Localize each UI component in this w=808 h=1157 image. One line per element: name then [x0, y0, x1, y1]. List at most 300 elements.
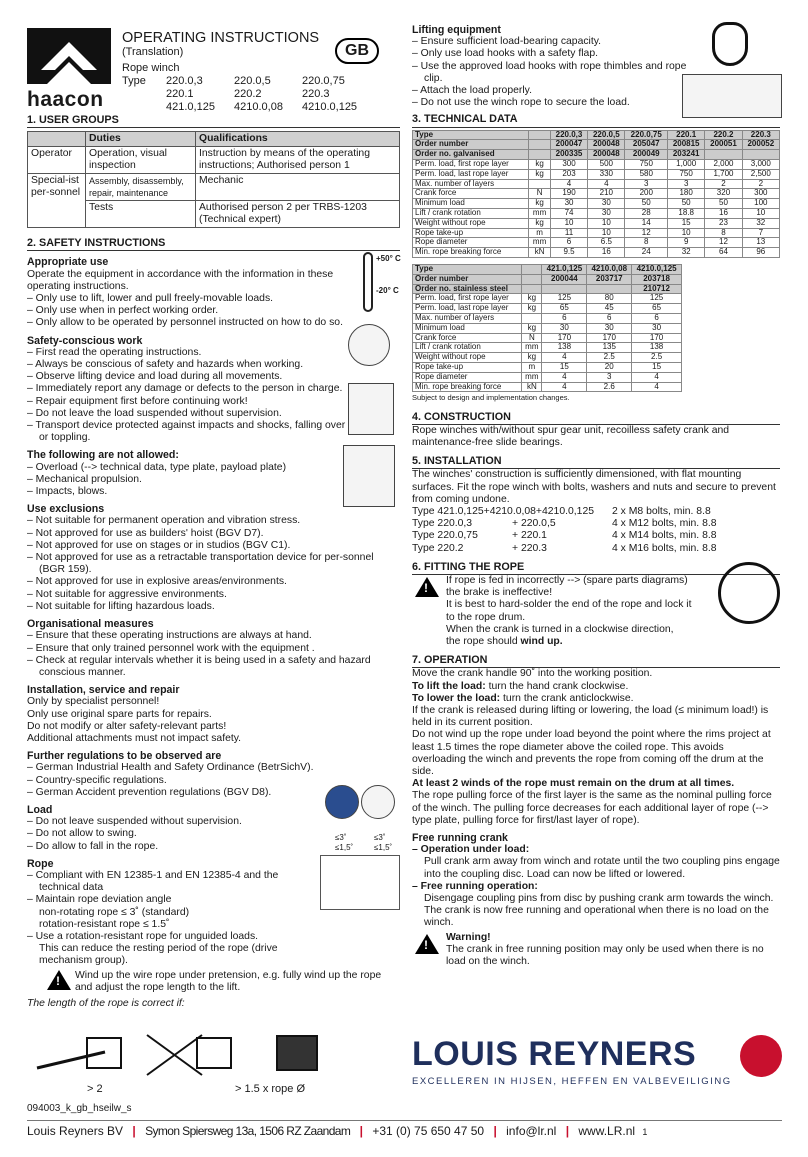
table-cell: N	[522, 333, 542, 343]
list-item: Do not modify or alter safety-relevant parts!	[27, 720, 227, 732]
warning-icon	[47, 970, 71, 990]
table-cell: 4	[542, 382, 587, 392]
ug-cell: Tests	[86, 201, 196, 228]
table-header-cell: 220.0,75	[625, 130, 668, 140]
table-cell: 500	[588, 160, 625, 170]
falling-load-warning-icon	[343, 445, 395, 507]
table-cell: mm	[529, 209, 551, 219]
table-cell: 3	[625, 179, 668, 189]
angle-label-4: ≤1,5˚	[374, 843, 393, 852]
footer-sep: |	[565, 1124, 570, 1138]
table-cell: Crank force	[413, 189, 529, 199]
table-cell: 15	[542, 362, 587, 372]
ug-cell: Operation, visual inspection	[86, 147, 196, 174]
list-item: the brake is ineffective!	[446, 587, 553, 599]
table-cell: Perm. load, first rope layer	[413, 294, 522, 304]
table-cell: 750	[668, 169, 705, 179]
list-item: – Compliant with EN 12385-1 and EN 12385-4 and the technical data	[27, 869, 279, 894]
lifting-list	[412, 36, 702, 109]
appropriate-use-list	[27, 293, 347, 330]
table-header-cell: 4210.0,08	[587, 264, 632, 274]
table-cell: 750	[625, 160, 668, 170]
footer-sep: |	[359, 1124, 363, 1138]
table-cell: Order number	[413, 140, 529, 150]
list-item: non-rotating rope ≤ 3˚ (standard)	[39, 906, 190, 918]
table-cell: 2,500	[742, 169, 779, 179]
bolt-row	[412, 506, 780, 518]
drum-wrong-icon	[147, 1035, 231, 1075]
table-row	[413, 362, 682, 372]
country-code: GB	[345, 42, 369, 59]
list-item: – Do not use the winch rope to secure the load.	[412, 97, 630, 109]
list-item: – Use a rotation-resistant rope for unguided loads.	[27, 930, 259, 942]
list-item: – Country-specific regulations.	[27, 774, 167, 786]
table-cell: 300	[550, 160, 587, 170]
table-cell: mm	[522, 343, 542, 353]
type-list	[122, 75, 382, 114]
ug-cell: Instruction by means of the operating instructions; Authorised person 1	[196, 147, 400, 174]
table-header-cell: 220.2	[705, 130, 742, 140]
list-item: It is best to hard-solder the end of the rope and lock it	[446, 599, 692, 611]
table-cell: 3,000	[742, 160, 779, 170]
type-value: 220.0,5	[234, 75, 271, 87]
op-warning	[412, 932, 780, 969]
table-cell	[522, 313, 542, 323]
right-column	[412, 24, 780, 968]
ug-cell: Special-ist per-sonnel	[28, 174, 86, 228]
table-row	[413, 372, 682, 382]
op-p3: Do not wind up the rope under load beyond the point where the rims project at least 1.5 times the rope diameter above the coiled rope. This avoids overloading the winch and prevents the rope from coming off the drum at the side.	[412, 729, 771, 778]
table-row	[413, 323, 682, 333]
table-cell: 330	[588, 169, 625, 179]
table-cell: 200815	[668, 140, 705, 150]
read-manual-icon	[348, 324, 390, 366]
table-cell: Minimum load	[413, 199, 529, 209]
fr2-heading: – Free running operation:	[412, 880, 538, 892]
list-item: rotation-resistant rope ≤ 1.5˚	[39, 918, 170, 930]
country-badge	[335, 38, 379, 64]
table-cell: kg	[522, 304, 542, 314]
table-header-cell: 421.0,125	[542, 264, 587, 274]
bolt-spec: 4 x M16 bolts, min. 8.8	[612, 542, 717, 554]
fitting-last-text: the rope should	[446, 636, 521, 647]
table-cell: Rope take-up	[413, 228, 529, 238]
table-cell: 2.5	[632, 353, 682, 363]
table-cell: Min. rope breaking force	[413, 248, 529, 258]
org-measures-list	[27, 630, 400, 679]
fr2-text: Disengage coupling pins from disc by pushing crank arm towards the winch. The crank is now free running and operational when there is no load on the winch.	[424, 893, 774, 929]
table-cell: kg	[522, 353, 542, 363]
list-item: – Not suitable for permanent operation and vibration stress.	[27, 515, 301, 527]
op-warning-heading: Warning!	[446, 931, 491, 943]
table-cell: mm	[522, 372, 542, 382]
type-row	[122, 101, 382, 114]
table-cell: 80	[587, 294, 632, 304]
table-cell: 4	[632, 372, 682, 382]
no-person-under-load-icon	[348, 383, 394, 435]
table-cell: 20	[587, 362, 632, 372]
table-header-cell: Type	[413, 130, 529, 140]
table-cell: 200048	[588, 150, 625, 160]
appropriate-use-text: Operate the equipment in accordance with the information in these operating instructions.	[27, 268, 334, 292]
list-item: – Not approved for use as a retractable transportation device for per-sonnel (BGR 159).	[27, 552, 374, 576]
thermometer-icon	[363, 252, 373, 312]
table-cell: 2	[742, 179, 779, 189]
list-item: – Mechanical propulsion.	[27, 473, 142, 485]
gt2-label: > 2	[87, 1083, 103, 1095]
table-cell: 125	[632, 294, 682, 304]
fr1-heading: – Operation under load:	[412, 844, 530, 856]
table-cell: 23	[705, 218, 742, 228]
list-item: – Only use load hooks with a safety flap.	[412, 48, 598, 60]
angle-label-2: ≤1,5˚	[335, 843, 354, 852]
table-cell: Minimum load	[413, 323, 522, 333]
table-cell: 205047	[625, 140, 668, 150]
table-cell: 3	[668, 179, 705, 189]
installation-bolts	[412, 506, 780, 555]
doc-code: 094003_k_gb_hseilw_s	[27, 1103, 132, 1114]
table-cell: 10	[742, 209, 779, 219]
list-item: – Use the approved load hooks with rope thimbles and rope clip.	[412, 60, 687, 84]
safety-heading: 2. SAFETY INSTRUCTIONS	[27, 237, 400, 251]
bolt-row	[412, 530, 780, 542]
list-item: – Not suitable for aggressive environments.	[27, 588, 227, 600]
table-cell: 65	[542, 304, 587, 314]
list-item: – Maintain rope deviation angle	[27, 894, 172, 906]
list-item: – Do not leave suspended without supervision.	[27, 816, 242, 828]
table-cell: 210	[588, 189, 625, 199]
op-lift-bold: To lift the load:	[412, 680, 486, 692]
warning-icon	[415, 577, 439, 597]
table-cell: kg	[522, 294, 542, 304]
table-cell: 12	[625, 228, 668, 238]
ug-cell: Assembly, disassembly, repair, maintenance	[86, 174, 196, 201]
table-header-cell: Type	[413, 264, 522, 274]
safety-work-list	[27, 347, 347, 445]
table-cell: 200051	[705, 140, 742, 150]
table-cell: 6	[550, 238, 587, 248]
list-item: – Ensure sufficient load-bearing capacity.	[412, 36, 602, 48]
warning-icon	[415, 934, 439, 954]
product-name: Rope winch	[122, 62, 180, 74]
table-cell: 28	[625, 209, 668, 219]
table-cell: 6.5	[588, 238, 625, 248]
rope-angle-diagram	[320, 855, 400, 910]
appropriate-use-heading: Appropriate use	[27, 256, 109, 269]
table-cell: 10	[588, 228, 625, 238]
table-cell: 24	[625, 248, 668, 258]
table-row	[413, 248, 780, 258]
list-item: – Repair equipment first before continuing work!	[27, 395, 248, 407]
rope-list	[27, 870, 307, 968]
ug-col-duties: Duties	[86, 132, 196, 147]
table-header-cell: 220.0,3	[550, 130, 587, 140]
table-cell: Crank force	[413, 333, 522, 343]
table-cell: 200047	[550, 140, 587, 150]
not-allowed-heading: The following are not allowed:	[27, 449, 179, 462]
hand-crush-warning-icon	[361, 785, 395, 819]
table-cell: 2,000	[705, 160, 742, 170]
footer-address: Symon Spiersweg 13a, 1506 RZ Zaandam	[145, 1124, 351, 1138]
table-row	[413, 382, 682, 392]
table-cell: Perm. load, last rope layer	[413, 304, 522, 314]
table-cell: 203241	[668, 150, 705, 160]
table-cell: 6	[542, 313, 587, 323]
temp-high-label: +50° C	[376, 254, 401, 263]
table-cell: 170	[632, 333, 682, 343]
drum-full-icon	[277, 1036, 317, 1070]
table-cell: 30	[588, 209, 625, 219]
table-cell: 16	[588, 248, 625, 258]
hook-icon	[712, 22, 748, 66]
footer-sep: |	[493, 1124, 497, 1138]
table-cell: Perm. load, first rope layer	[413, 160, 529, 170]
table-cell: mm	[529, 238, 551, 248]
list-item: – Ensure that only trained personnel work with the equipment .	[27, 642, 315, 654]
op-lower-text: turn the crank anticlockwise.	[500, 692, 634, 704]
table-header-cell: 220.1	[668, 130, 705, 140]
table-header-cell: 220.3	[742, 130, 779, 140]
table-cell: 8	[705, 228, 742, 238]
table-cell: 4	[542, 372, 587, 382]
list-item: – Not suitable for lifting hazardous loads.	[27, 600, 215, 612]
construction-heading: 4. CONSTRUCTION	[412, 411, 780, 425]
table-cell: 203717	[587, 274, 632, 284]
bolt-type: Type 220.0,3	[412, 518, 473, 530]
logo-tagline: EXCELLEREN IN HIJSEN, HEFFEN EN VALBEVEILIGING	[412, 1076, 732, 1087]
table-cell: 2	[705, 179, 742, 189]
table-cell: 200	[625, 189, 668, 199]
type-value: 220.0,75	[302, 75, 345, 87]
table-cell: 13	[742, 238, 779, 248]
list-item: – Do allow to fall in the rope.	[27, 840, 159, 852]
table-cell: 30	[550, 199, 587, 209]
list-item: If rope is fed in incorrectly --> (spare parts diagrams)	[446, 574, 688, 586]
type-value: 421.0,125	[166, 101, 215, 113]
table-cell: 30	[587, 323, 632, 333]
op-lower-bold: To lower the load:	[412, 692, 501, 704]
bolt-spec: 4 x M12 bolts, min. 8.8	[612, 518, 717, 530]
lifting-heading: Lifting equipment	[412, 24, 501, 36]
list-item: – German Industrial Health and Safety Ordinance (BetrSichV).	[27, 762, 314, 774]
table-cell: Order no. stainless steel	[413, 284, 522, 294]
type-label: Type	[122, 75, 146, 87]
type-row	[122, 75, 382, 88]
list-item: Only by specialist personnel!	[27, 696, 160, 708]
list-item: – Not approved for use as builders' hoist (BGV D7).	[27, 527, 264, 539]
op-p4: At least 2 winds of the rope must remain on the drum at all times.	[412, 778, 735, 790]
op-lift-text: turn the hand crank clockwise.	[485, 680, 629, 692]
tech-table-1	[412, 130, 780, 258]
installation-service-list	[27, 696, 400, 745]
table-cell: 50	[705, 199, 742, 209]
table-cell: 11	[550, 228, 587, 238]
table-cell: 1,700	[705, 169, 742, 179]
angle-label-3: ≤3˚	[374, 833, 386, 842]
not-allowed-list	[27, 462, 347, 499]
table-cell: 10	[588, 218, 625, 228]
table-cell: N	[529, 189, 551, 199]
table-cell: 138	[542, 343, 587, 353]
table-row	[413, 353, 682, 363]
table-cell: kg	[522, 323, 542, 333]
list-item: – Overload (--> technical data, type plate, payload plate)	[27, 461, 287, 473]
list-item: – Immediately report any damage or defects to the person in charge.	[27, 383, 343, 395]
load-heading: Load	[27, 803, 53, 816]
table-cell: 12	[705, 238, 742, 248]
table-cell: 9	[668, 238, 705, 248]
table-cell: 125	[542, 294, 587, 304]
drum-correct-icon	[37, 1038, 121, 1068]
table-cell: Max. number of layers	[413, 313, 522, 323]
list-item: – Check at regular intervals whether it is being used in a safety and hazard conscious manner.	[27, 654, 371, 678]
further-regs-heading: Further regulations to be observed are	[27, 750, 222, 763]
table-cell: 65	[632, 304, 682, 314]
table-header-cell	[529, 130, 551, 140]
table-cell: kg	[529, 199, 551, 209]
haacon-arrow-icon	[27, 28, 111, 84]
table-cell: 30	[542, 323, 587, 333]
table-cell: 10	[668, 228, 705, 238]
type-value: 220.0,3	[166, 75, 203, 87]
bolt-type-2: + 220.3	[512, 542, 547, 554]
table-cell: m	[522, 362, 542, 372]
table-row	[413, 304, 682, 314]
table-cell: 200335	[550, 150, 587, 160]
page-title: OPERATING INSTRUCTIONS	[122, 30, 320, 46]
table-cell: 580	[625, 169, 668, 179]
rope-length-text: The length of the rope is correct if:	[27, 997, 185, 1009]
table-cell: 6	[632, 313, 682, 323]
user-groups-heading: 1. USER GROUPS	[27, 114, 400, 128]
table-cell: 200044	[542, 274, 587, 284]
footer-rule	[27, 1120, 782, 1121]
table-cell: 210712	[632, 284, 682, 294]
table-cell: Weight without rope	[413, 218, 529, 228]
tech-note: Subject to design and implementation changes.	[412, 393, 570, 403]
brand-name: haacon	[27, 88, 104, 111]
table-cell: 135	[587, 343, 632, 353]
operation-heading: 7. OPERATION	[412, 654, 780, 668]
table-cell: kN	[529, 248, 551, 258]
list-item: Only use original spare parts for repairs.	[27, 708, 212, 720]
bolt-row	[412, 518, 780, 530]
table-cell: Rope diameter	[413, 238, 529, 248]
use-exclusions-heading: Use exclusions	[27, 503, 105, 516]
angle-label-1: ≤3˚	[335, 833, 347, 842]
table-cell: Order number	[413, 274, 522, 284]
table-cell: 2.6	[587, 382, 632, 392]
table-row	[413, 209, 780, 219]
table-cell: 3	[587, 372, 632, 382]
list-item: – First read the operating instructions.	[27, 346, 202, 358]
list-item: When the crank is turned in a clockwise direction,	[446, 623, 674, 635]
table-cell: 200048	[588, 140, 625, 150]
type-value: 4210.0,08	[234, 101, 283, 113]
table-cell: 96	[742, 248, 779, 258]
tech-heading: 3. TECHNICAL DATA	[412, 113, 780, 127]
installation-text: The winches' construction is sufficiently dimensioned, with flat mounting surfaces. Fit the rope winch with bolts, washers and nuts and secure to prevent from coming undone.	[412, 469, 776, 505]
rope-drum-prohibited-icon	[718, 562, 780, 624]
table-cell: kg	[529, 160, 551, 170]
footer-company: Louis Reyners BV	[27, 1124, 124, 1138]
page-number: 1	[642, 1127, 648, 1137]
table-cell: 180	[668, 189, 705, 199]
table-cell: Perm. load, last rope layer	[413, 169, 529, 179]
list-item: – Ensure that these operating instructions are always at hand.	[27, 630, 312, 642]
table-cell: Lift / crank rotation	[413, 209, 529, 219]
table-cell: 2.5	[587, 353, 632, 363]
table-cell: Max. number of layers	[413, 179, 529, 189]
table-cell: 32	[742, 218, 779, 228]
table-cell: m	[529, 228, 551, 238]
table-cell: 190	[550, 189, 587, 199]
gt-rope-label: > 1.5 x rope Ø	[235, 1083, 306, 1095]
table-cell: 18.8	[668, 209, 705, 219]
footer-email[interactable]: info@lr.nl	[506, 1124, 557, 1138]
table-cell: 8	[625, 238, 668, 248]
table-cell: 15	[632, 362, 682, 372]
table-cell: 300	[742, 189, 779, 199]
page-subtitle: (Translation)	[122, 46, 184, 58]
footer-web[interactable]: www.LR.nl	[578, 1124, 636, 1138]
list-item: – Attach the load properly.	[412, 85, 532, 97]
haacon-logo	[27, 28, 111, 111]
table-cell: 4	[632, 382, 682, 392]
list-item: – Always be conscious of safety and hazards when working.	[27, 359, 304, 371]
footer	[27, 1124, 787, 1138]
type-value: 220.3	[302, 88, 330, 100]
safety-work-heading: Safety-conscious work	[27, 334, 143, 347]
table-cell: 64	[705, 248, 742, 258]
op-lower	[412, 693, 780, 705]
table-cell: Rope take-up	[413, 362, 522, 372]
installation-heading: 5. INSTALLATION	[412, 455, 780, 469]
table-cell: 32	[668, 248, 705, 258]
table-cell: kN	[522, 382, 542, 392]
list-item: – Not approved for use on stages or in studios (BGV C1).	[27, 539, 291, 551]
table-cell: 4	[542, 353, 587, 363]
table-cell: 203718	[632, 274, 682, 284]
op-warning-text: The crank in free running position may only be used when there is no load on the winch.	[446, 943, 764, 968]
bolt-row	[412, 543, 780, 555]
org-measures-heading: Organisational measures	[27, 618, 154, 631]
op-p2: If the crank is released during lifting or lowering, the load (≤ minimum load!) is held in its current position.	[412, 705, 769, 729]
op-p1: Move the crank handle 90˚ into the working position.	[412, 668, 653, 680]
table-row	[413, 313, 682, 323]
bolt-type-2: + 220.1	[512, 530, 547, 542]
footer-phone: +31 (0) 75 650 47 50	[372, 1124, 485, 1138]
table-cell	[522, 274, 542, 284]
list-item: – Not approved for use in explosive areas/environments.	[27, 576, 287, 588]
type-label	[122, 101, 166, 114]
table-row	[413, 218, 780, 228]
table-cell: kg	[529, 169, 551, 179]
table-row	[413, 160, 780, 170]
installation-service-heading: Installation, service and repair	[27, 684, 180, 697]
table-row	[413, 169, 780, 179]
table-cell	[529, 140, 551, 150]
table-cell: Rope diameter	[413, 372, 522, 382]
type-value: 4210.0,125	[302, 101, 358, 113]
table-cell: 200049	[625, 150, 668, 160]
fitting-heading: 6. FITTING THE ROPE	[412, 561, 780, 575]
table-cell: 1,000	[668, 160, 705, 170]
table-cell: 30	[632, 323, 682, 333]
list-item: – Only use when in perfect working order.	[27, 305, 219, 317]
no-improper-hook-icon	[682, 74, 782, 118]
table-cell: 138	[632, 343, 682, 353]
